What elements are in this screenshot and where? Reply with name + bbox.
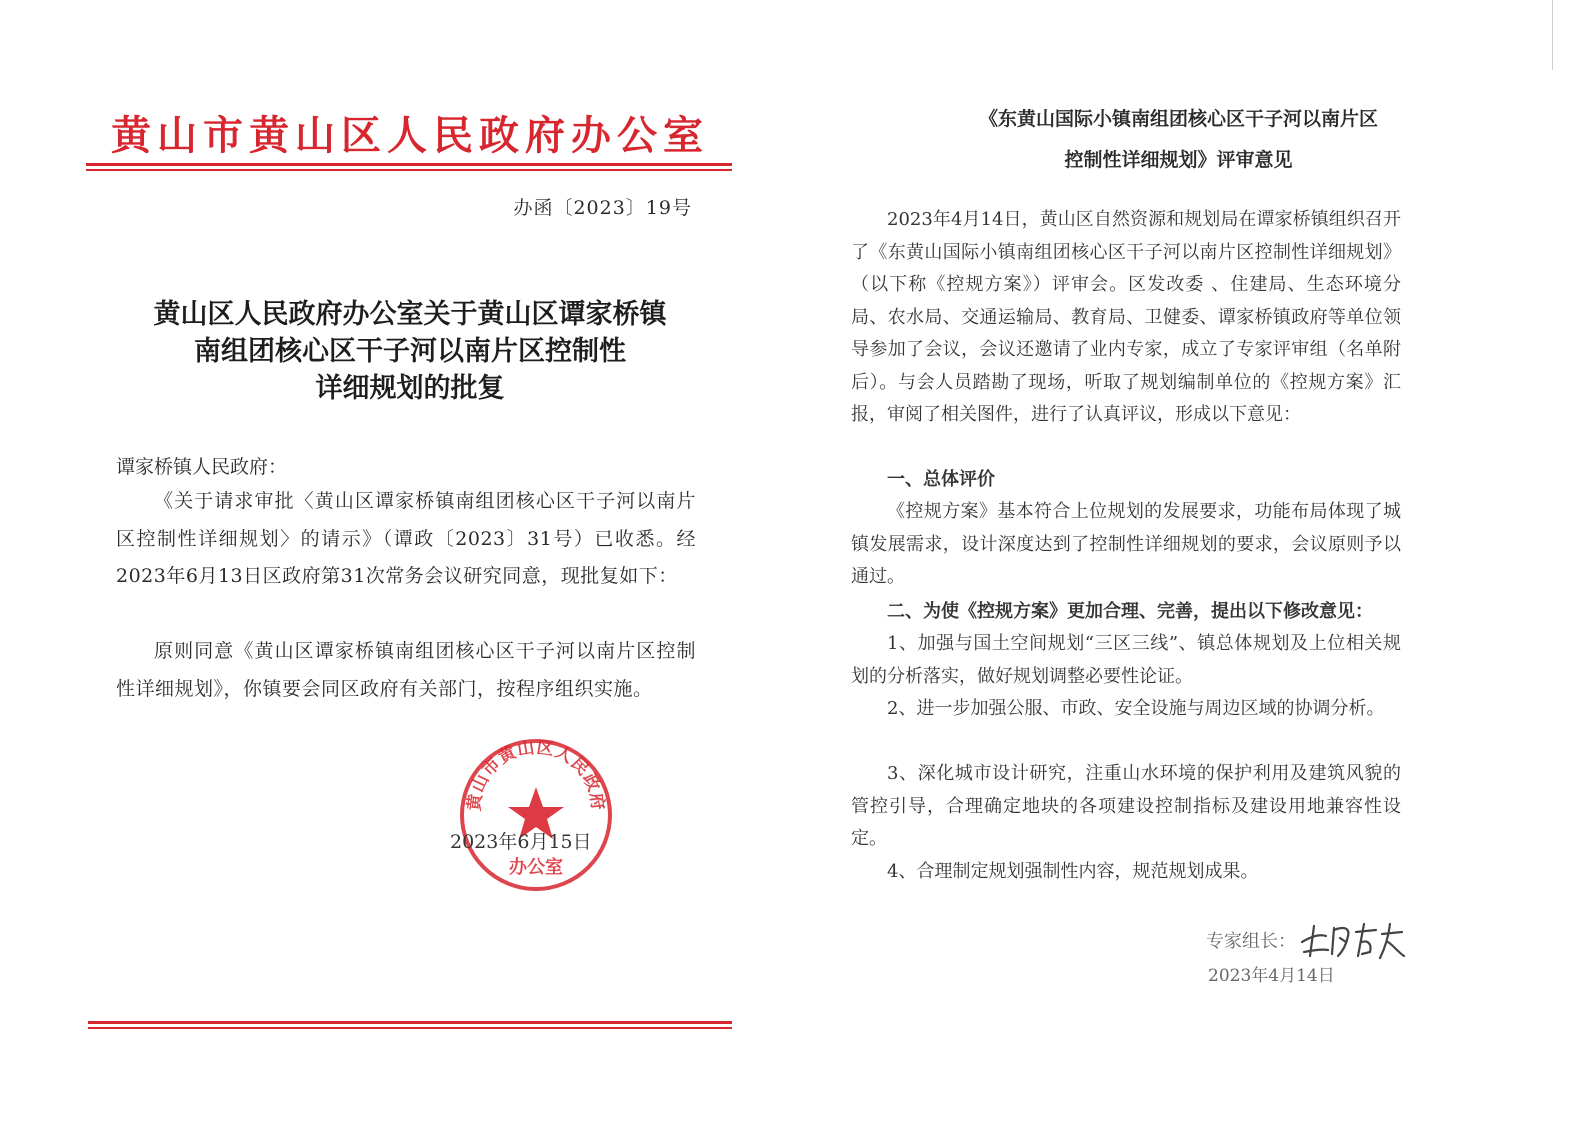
header-red-rule (86, 163, 732, 166)
review-date: 2023年4月14日 (1208, 966, 1335, 986)
revision-item: 3、深化城市设计研究，注重山水环境的保护利用及建筑风貌的管控引导，合理确定地块的各项建设控制指标及建设用地兼容性设定。 (851, 763, 1401, 849)
seal-text: 黄山市黄山区人民政府 (464, 737, 608, 813)
handwritten-signature-icon (1298, 916, 1408, 962)
salutation: 谭家桥镇人民政府： (116, 456, 288, 478)
expert-leader-label: 专家组长： (1206, 931, 1296, 952)
document-title (88, 296, 732, 407)
body-paragraph: 《关于请求审批〈黄山区谭家桥镇南组团核心区干子河以南片区控制性详细规划〉的请示》（谭政〔2023〕31号）已收悉。经2023年6月13日区政府第31次常务会议研究同意，现批复如下： (116, 490, 696, 587)
official-seal-icon (456, 735, 616, 895)
revision-item: 2、进一步加强公服、市政、安全设施与周边区域的协调分析。 (887, 698, 1385, 719)
title-line: 黄山区人民政府办公室关于黄山区谭家桥镇 (153, 299, 667, 330)
body-paragraph: 原则同意《黄山区谭家桥镇南组团核心区干子河以南片区控制性详细规划》，你镇要会同区政府有关部门，按程序组织实施。 (116, 640, 696, 700)
seal-bottom-text: 办公室 (509, 857, 563, 878)
footer-red-rule-thin (88, 1027, 732, 1029)
section-overall-text: 《控规方案》基本符合上位规划的发展要求，功能布局体现了城镇发展需求，设计深度达到了控制性详细规划的要求，会议原则予以通过。 (851, 501, 1401, 587)
title-line: 详细规划的批复 (315, 373, 505, 404)
revision-item: 4、合理制定规划强制性内容，规范规划成果。 (887, 861, 1259, 882)
review-title-line: 《东黄山国际小镇南组团核心区干子河以南片区 (978, 108, 1378, 130)
header-red-rule-thin (86, 169, 732, 171)
section-heading-overall: 一、总体评价 (887, 469, 995, 490)
left-page-official-reply (0, 0, 770, 1122)
signing-date: 2023年6月15日 (450, 831, 592, 853)
right-page-review-opinion (770, 0, 1587, 1122)
title-line: 南组团核心区干子河以南片区控制性 (194, 336, 626, 367)
section-heading-revisions: 二、为使《控规方案》更加合理、完善，提出以下修改意见： (887, 601, 1373, 622)
document-number: 办函〔2023〕19号 (513, 197, 692, 219)
scan-edge-mark (1552, 0, 1553, 70)
footer-red-rule (88, 1021, 732, 1024)
revision-item: 1、加强与国土空间规划“三区三线”、镇总体规划及上位相关规划的分析落实，做好规划调整必要性论证。 (851, 633, 1401, 687)
review-title-line: 控制性详细规划》评审意见 (1064, 149, 1293, 171)
organization-header: 黄山市黄山区人民政府办公室 (111, 112, 709, 159)
review-intro-paragraph: 2023年4月14日，黄山区自然资源和规划局在谭家桥镇组织召开了《东黄山国际小镇南组团核心区干子河以南片区控制性详细规划》（以下称《控规方案》）评审会。区发改委 、住建局、生态环境分局、农水局、交通运输局、教育局、卫健委、谭家桥镇政府等单位领导参加了会议，会议还邀请了业内专家，成立了专家评审组（名单附后）。与会人员踏勘了现场，听取了规划编制单位的《控规方案》汇报，审阅了相关图件，进行了认真评议，形成以下意见： (851, 209, 1401, 425)
